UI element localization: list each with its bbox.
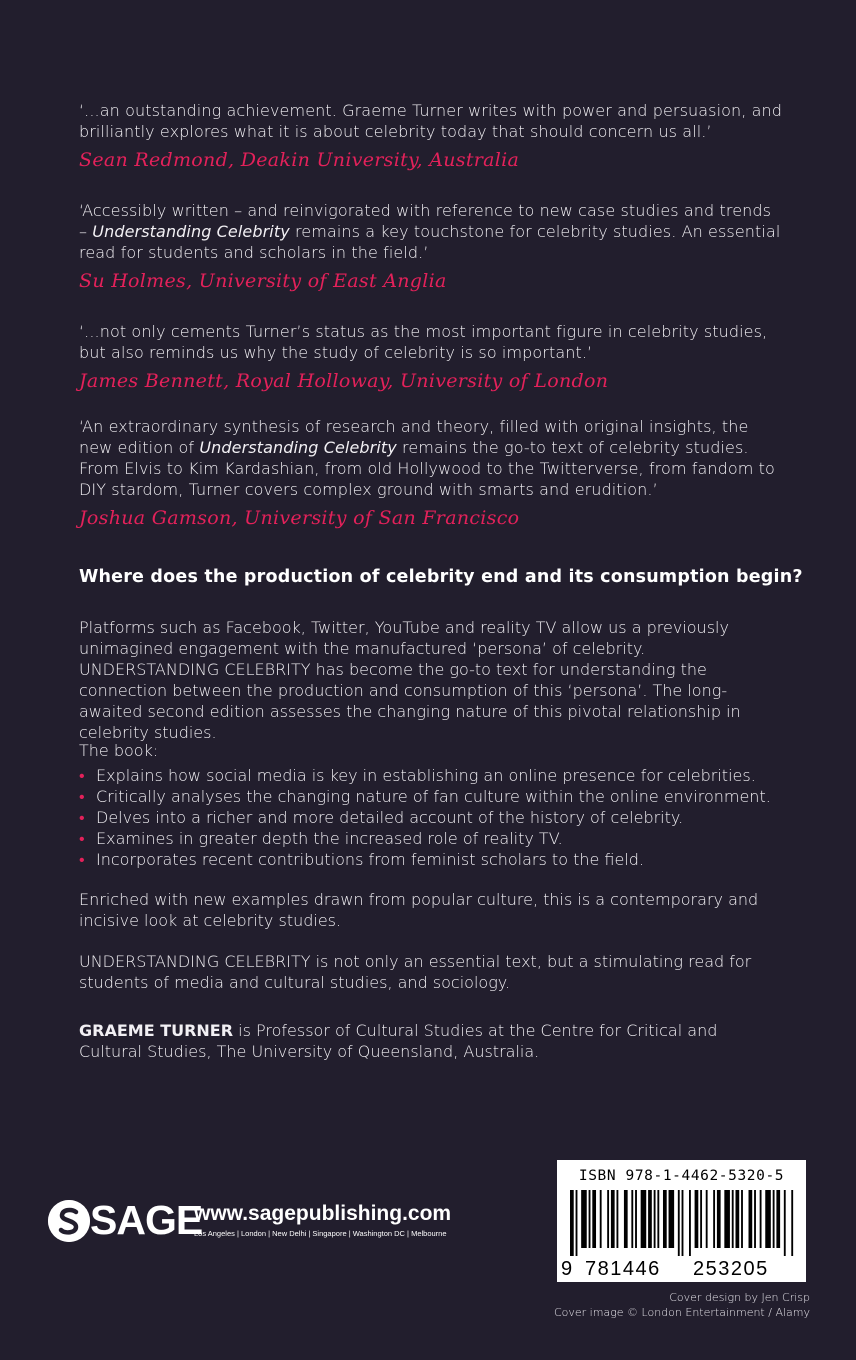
barcode-bar: [657, 1190, 659, 1248]
bullet-icon: •: [79, 766, 85, 785]
review-quote-2: [79, 200, 784, 293]
barcode-bar: [678, 1190, 680, 1256]
barcode-bar: [589, 1190, 591, 1248]
barcode-bar: [713, 1190, 715, 1248]
isbn-barcode: [557, 1160, 806, 1282]
quote-text: ‘...an outstanding achievement. Graeme Turner writes with power and persuasion, and brilliantly explores what it is about celebrity today that should concern us all.’: [79, 101, 783, 141]
barcode-bar: [784, 1190, 786, 1256]
barcode-bar: [776, 1190, 780, 1248]
enriched-paragraph: Enriched with new examples drawn from popular culture, this is a contemporary and incisive look at celebrity studies.: [79, 890, 759, 930]
headline: Where does the production of celebrity end and its consumption begin?: [79, 567, 803, 587]
barcode-bar: [669, 1190, 675, 1248]
bullet-icon: •: [79, 787, 85, 806]
intro-paragraph: Platforms such as Facebook, Twitter, YouTube and reality TV allow us a previously unimagined engagement with the manufactured ‘persona’ of celebrity. UNDERSTANDING CELEBRITY has become the go-to text for understanding the connection between the production and consumption of this ‘persona’. The long-awaited second edition assesses the changing nature of this pivotal relationship in celebrity studies.: [79, 618, 741, 742]
barcode-bar: [616, 1190, 618, 1248]
barcode-bar: [773, 1190, 775, 1248]
design-credit: Cover design by Jen Crisp: [669, 1291, 810, 1304]
barcode-bar: [689, 1190, 691, 1256]
bullet-icon: •: [79, 808, 85, 827]
barcode-bar: [754, 1190, 756, 1248]
barcode-bar: [791, 1190, 793, 1256]
list-item: • Examines in greater depth the increased role of reality TV.: [79, 829, 563, 848]
barcode-bar: [581, 1190, 587, 1248]
list-item: • Incorporates recent contributions from feminist scholars to the field.: [79, 850, 645, 869]
review-quote-1: [79, 100, 784, 172]
publisher-url: www.sagepublishing.com: [194, 1202, 452, 1225]
barcode-bar: [717, 1190, 721, 1248]
barcode-bar: [592, 1190, 596, 1248]
barcode-bar: [741, 1190, 743, 1248]
author-name: GRAEME TURNER: [79, 1021, 234, 1040]
bullet-icon: •: [79, 850, 85, 869]
publisher-logo: [48, 1197, 478, 1244]
quote-attribution: James Bennett, Royal Holloway, University of London: [79, 370, 609, 392]
book-features: [79, 740, 784, 870]
barcode-bar: [724, 1190, 730, 1248]
quote-text: ‘An extraordinary synthesis of research and theory, filled with original insights, the new edition of Understanding Celebrity remains the go-to text of celebrity studies. From Elvis to Kim Kardashian, from old Hollywood to the Twitterverse, from fandom to DIY stardom, Turner covers complex ground with smarts and erudition.’: [79, 417, 775, 499]
feature-list: [79, 765, 784, 870]
barcode-bar: [631, 1190, 633, 1248]
barcode-bar: [760, 1190, 762, 1248]
publisher-name: SAGE: [90, 1197, 203, 1243]
barcode-bar: [695, 1190, 699, 1248]
publisher-cities: Los Angeles | London | New Delhi | Singapore | Washington DC | Melbourne: [194, 1229, 447, 1238]
image-credit: Cover image © London Entertainment / Alamy: [553, 1306, 810, 1319]
book-label: The book:: [79, 741, 159, 760]
list-item: • Critically analyses the changing nature of fan culture within the online environment.: [79, 787, 771, 806]
barcode-bar: [570, 1190, 574, 1256]
review-quote-3: [79, 321, 784, 393]
barcode-left-group: 781446: [585, 1258, 661, 1280]
isbn-label: ISBN 978-1-4462-5320-5: [578, 1168, 785, 1184]
review-quote-4: [79, 416, 784, 530]
barcode-bar: [635, 1190, 637, 1248]
barcode-first-digit: 9: [561, 1258, 573, 1280]
barcode-bar: [765, 1190, 771, 1248]
quote-text: ‘Accessibly written – and reinvigorated with reference to new case studies and trends – Understanding Celebrity remains a key touchstone for celebrity studies. An essential read for students and scholars in the field.’: [79, 201, 781, 262]
sage-emblem-icon: [48, 1200, 90, 1242]
barcode-bar: [576, 1190, 578, 1256]
essential-paragraph: UNDERSTANDING CELEBRITY is not only an essential text, but a stimulating read for students of media and cultural studies, and sociology.: [79, 952, 752, 992]
barcode-bars-icon: [570, 1190, 795, 1256]
quote-text: ‘...not only cements Turner’s status as the most important figure in celebrity studies, but also reminds us why the study of celebrity is so important.’: [79, 322, 768, 362]
barcode-bar: [611, 1190, 615, 1248]
barcode-bar: [641, 1190, 647, 1248]
barcode-bar: [624, 1190, 628, 1248]
book-title-italic: Understanding Celebrity: [92, 222, 290, 241]
barcode-bar: [600, 1190, 602, 1248]
barcode-bar: [654, 1190, 656, 1248]
author-bio: GRAEME TURNER is Professor of Cultural Studies at the Centre for Critical and Cultural Studies, The University of Queensland, Australia.: [79, 1021, 718, 1061]
barcode-right-group: 253205: [693, 1258, 769, 1280]
list-item: • Delves into a richer and more detailed account of the history of celebrity.: [79, 808, 684, 827]
barcode-bar: [607, 1190, 609, 1248]
barcode-bar: [663, 1190, 667, 1248]
barcode-bar: [700, 1190, 702, 1248]
barcode-bar: [736, 1190, 740, 1248]
barcode-bar: [732, 1190, 734, 1248]
barcode-bar: [749, 1190, 753, 1248]
barcode-bar: [706, 1190, 708, 1248]
cover-credits: [554, 1290, 810, 1320]
bullet-icon: •: [79, 829, 85, 848]
barcode-bar: [682, 1190, 684, 1256]
list-item: • Explains how social media is key in establishing an online presence for celebrities.: [79, 766, 756, 785]
quote-attribution: Sean Redmond, Deakin University, Australia: [79, 149, 520, 171]
barcode-bar: [648, 1190, 652, 1248]
quote-attribution: Su Holmes, University of East Anglia: [79, 270, 447, 292]
quote-attribution: Joshua Gamson, University of San Francisco: [79, 507, 520, 529]
book-title-italic: Understanding Celebrity: [199, 438, 397, 457]
